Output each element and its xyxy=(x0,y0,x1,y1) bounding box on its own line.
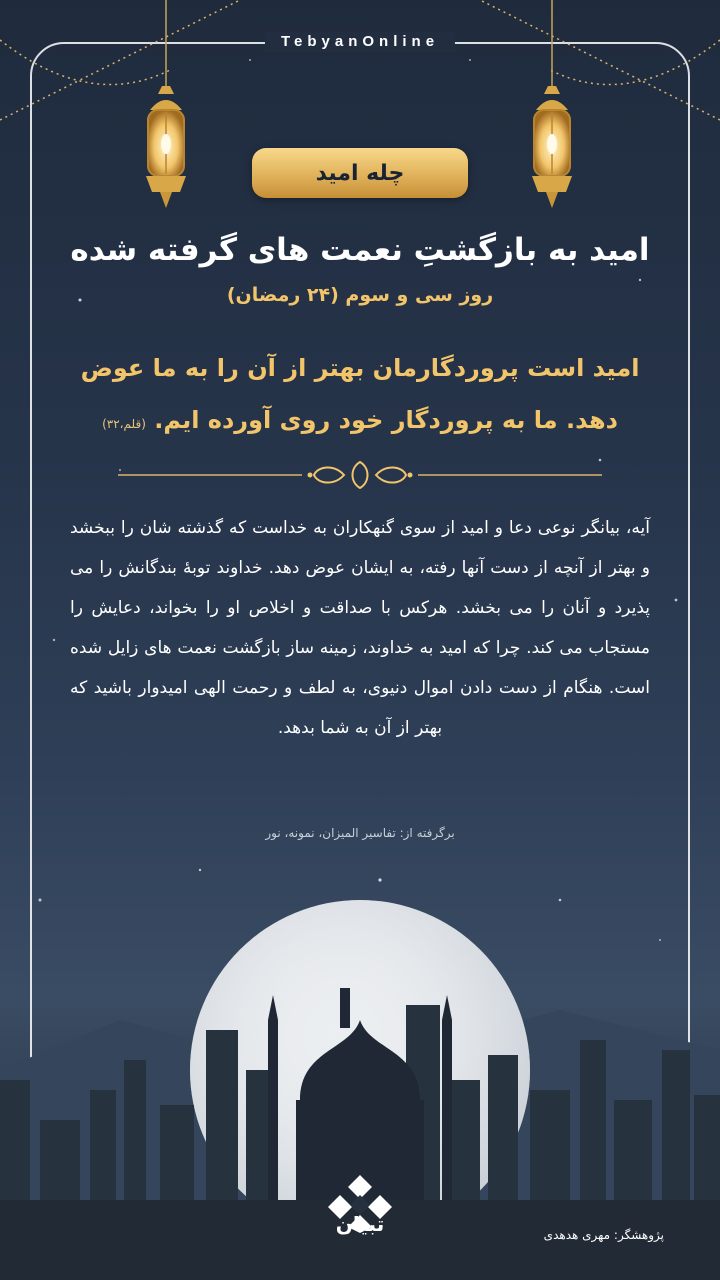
lantern-icon xyxy=(522,84,582,210)
day-subtitle: روز سی و سوم (۲۴ رمضان) xyxy=(226,284,494,306)
quran-verse xyxy=(80,342,640,450)
page-title: امید به بازگشتِ نعمت های گرفته شده xyxy=(70,232,650,268)
researcher-credit: پژوهشگر: مهری هدهدی xyxy=(543,1228,664,1242)
verse-text: امید است پروردگارمان بهتر از آن را به ما عوض دهد. ما به پروردگار خود روی آورده ایم. xyxy=(80,354,640,434)
series-badge: چله امید xyxy=(252,148,468,198)
brand-wordmark: TebyanOnline xyxy=(265,32,455,52)
body-paragraph: آیه، بیانگر نوعی دعا و امید از سوی گنهکاران به خداست که گذشته شان را ببخشد و بهتر از آنچه از دست آنها رفته، به ایشان عوض دهد. خداوند توبهٔ بندگانش را می پذیرد و آنان را می بخشد. هرکس با صداقت و اخلاص او را بخواند، دعایش را مستجاب می کند. چرا که امید به خداوند، زمینه ساز بازگشت نعمت های زایل شده است. هنگام از دست دادن اموال دنیوی، به لطف و رحمت الهی امیدوار باشید که بهتر از آن به شما بدهد. xyxy=(70,518,650,738)
logo-wordmark: تبیان xyxy=(335,1212,385,1236)
ornament-divider xyxy=(118,458,602,492)
lantern-icon xyxy=(136,84,196,210)
source-note: برگرفته از: تفاسیر المیزان، نمونه، نور xyxy=(265,826,455,840)
verse-reference: (قلم،۳۲) xyxy=(102,417,146,431)
garland-decoration xyxy=(0,0,720,150)
